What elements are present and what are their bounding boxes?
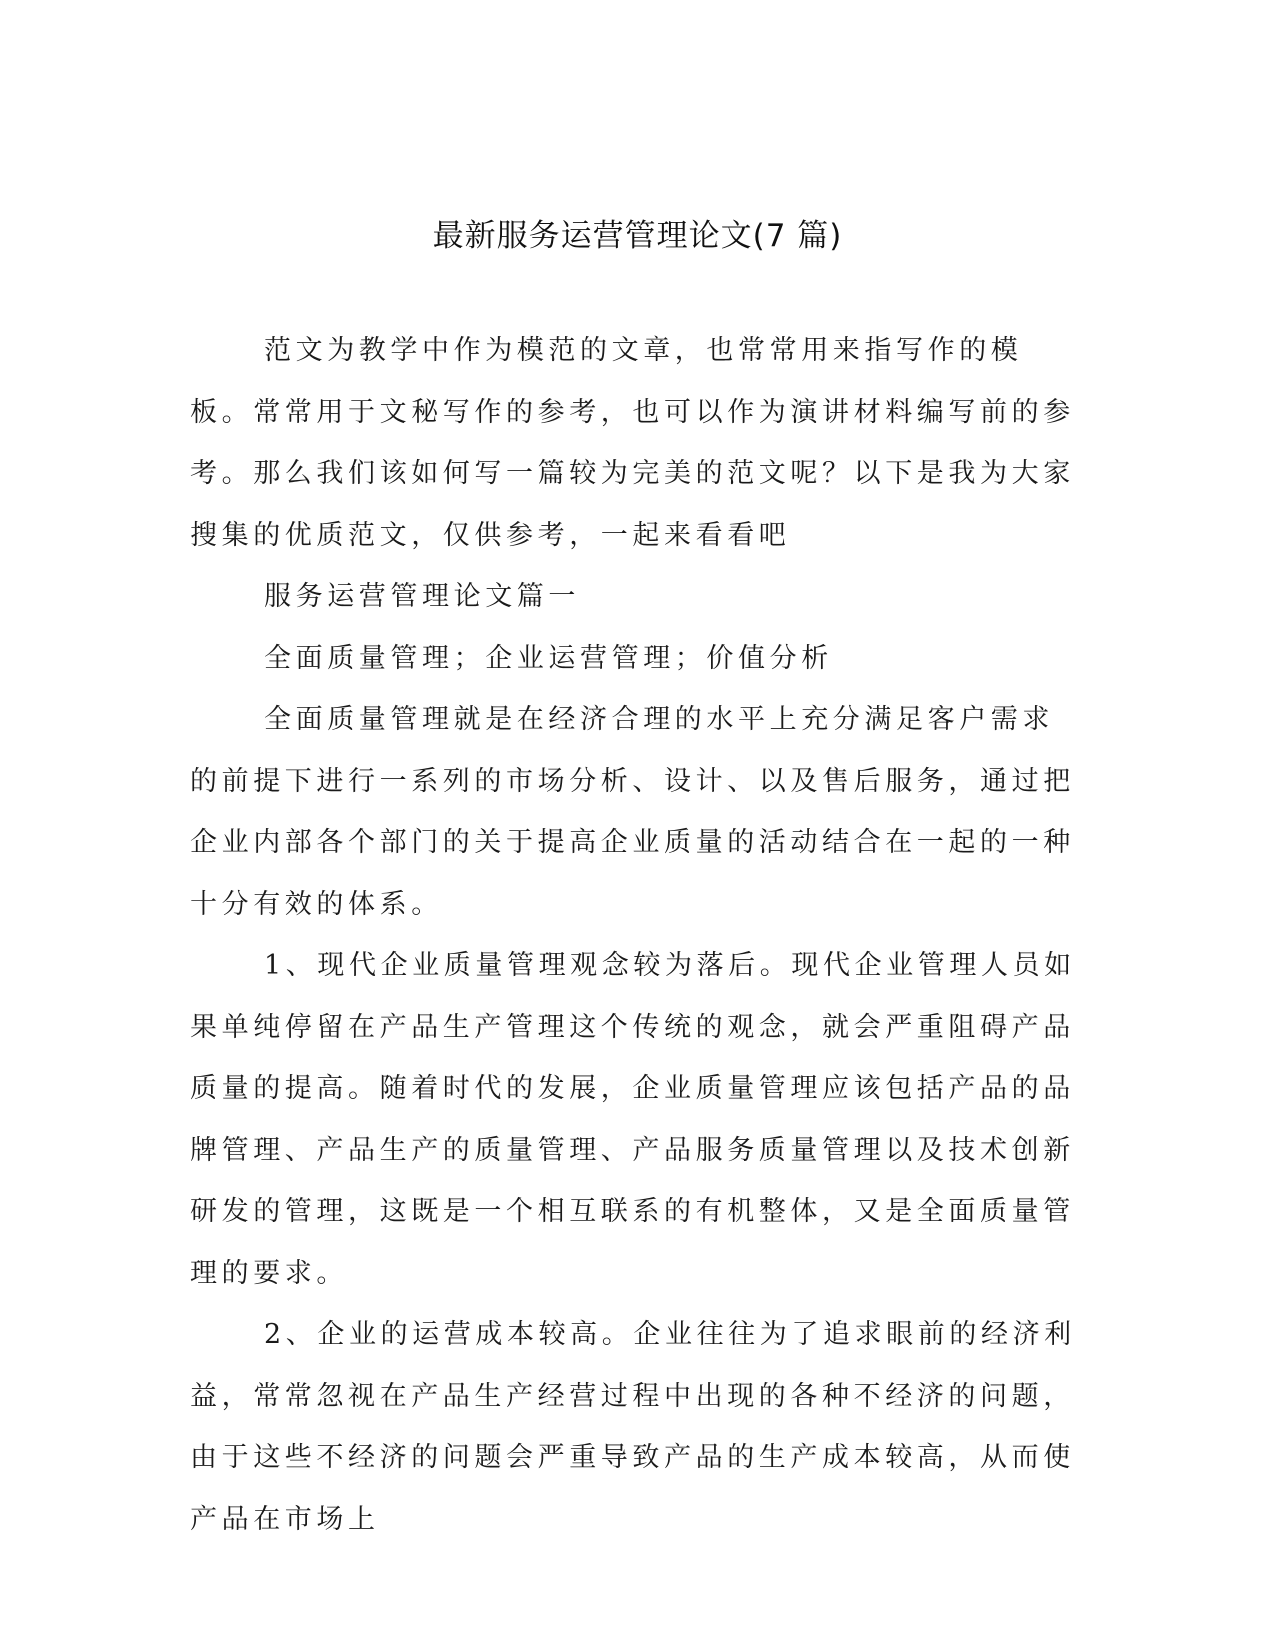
definition-paragraph: 全面质量管理就是在经济合理的水平上充分满足客户需求的前提下进行一系列的市场分析、设计、以及售后服务，通过把企业内部各个部门的关于提高企业质量的活动结合在一起的一种十分有效的体系。 [190,704,1075,920]
document-title: 最新服务运营管理论文(7 篇) [432,218,843,254]
section-heading: 服务运营管理论文篇一 [264,581,580,612]
point-1-paragraph: 1、现代企业质量管理观念较为落后。现代企业管理人员如果单纯停留在产品生产管理这个传统的观念，就会严重阻碍产品质量的提高。随着时代的发展，企业质量管理应该包括产品的品牌管理、产品生产的质量管理、产品服务质量管理以及技术创新研发的管理，这既是一个相互联系的有机整体，又是全面质量管理的要求。 [190,950,1076,1289]
intro-paragraph: 范文为教学中作为模范的文章，也常常用来指写作的模板。常常用于文秘写作的参考，也可以作为演讲材料编写前的参考。那么我们该如何写一篇较为完美的范文呢？以下是我为大家搜集的优质范文，仅供参考，一起来看看吧 [190,335,1075,551]
document-body [190,320,1080,1550]
point-2-paragraph: 2、企业的运营成本较高。企业往往为了追求眼前的经济利益，常常忽视在产品生产经营过程中出现的各种不经济的问题，由于这些不经济的问题会严重导致产品的生产成本较高，从而使产品在市场上 [190,1319,1076,1535]
keywords-paragraph: 全面质量管理；企业运营管理；价值分析 [264,642,833,674]
